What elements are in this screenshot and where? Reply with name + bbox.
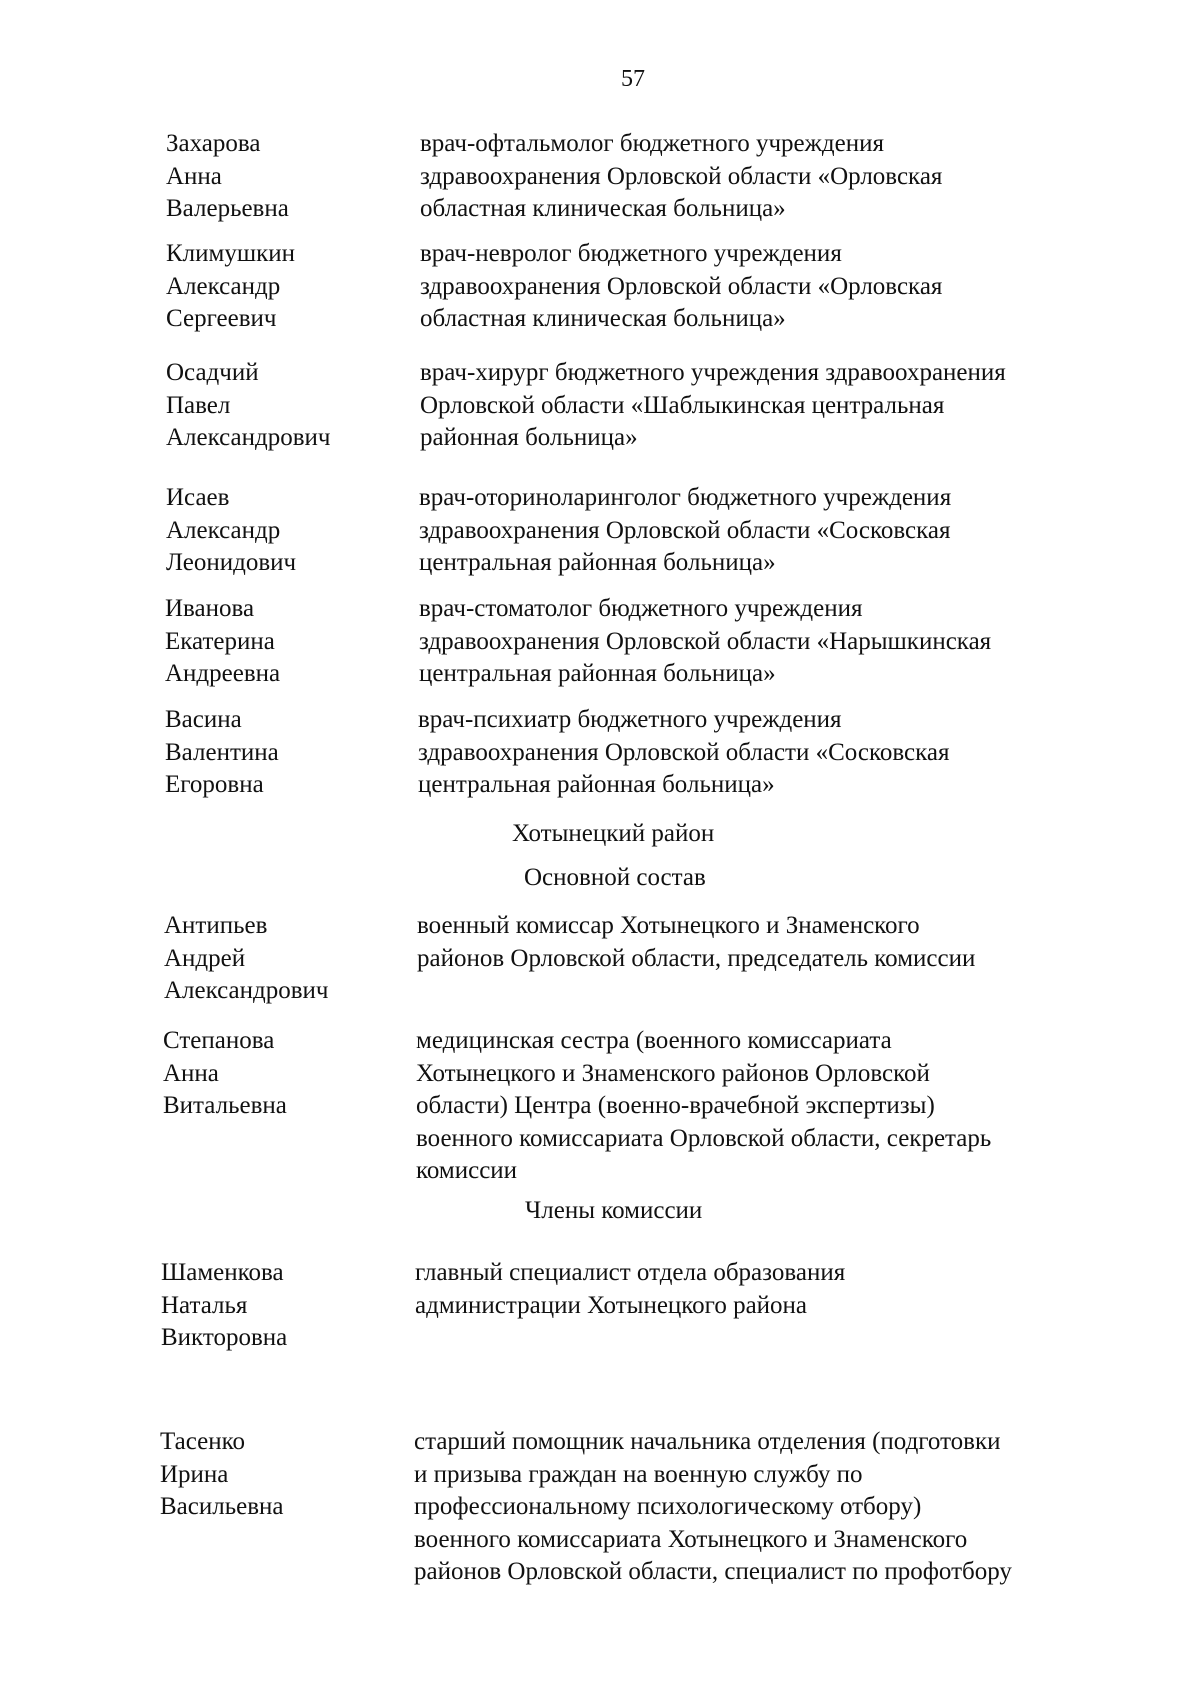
member-name [166, 238, 295, 336]
patronymic: Егоровна [165, 771, 264, 798]
role-line: профессиональному психологическому отбору) [414, 1493, 922, 1520]
role-line: районная больница» [420, 424, 638, 451]
role-line: центральная районная больница» [419, 660, 776, 687]
surname: Климушкин [166, 240, 296, 267]
role-line: здравоохранения Орловской области «Орловская [420, 162, 943, 190]
surname: Антипьев [164, 912, 268, 939]
surname: Исаев [166, 484, 230, 511]
patronymic: Александрович [166, 424, 331, 451]
member-name [163, 1025, 287, 1123]
member-role [414, 1426, 1012, 1589]
role-line: здравоохранения Орловской области «Орловская [420, 272, 943, 300]
role-line: администрации Хотынецкого района [415, 1291, 808, 1319]
first-name: Александр [166, 272, 281, 300]
patronymic: Леонидович [166, 549, 297, 576]
role-line: центральная районная больница» [418, 771, 775, 798]
first-name: Наталья [161, 1291, 248, 1319]
role-line: военный комиссар Хотынецкого и Знаменского [417, 912, 920, 939]
member-role [419, 593, 991, 691]
role-line: старший помощник начальника отделения (подготовки [414, 1428, 1001, 1455]
member-role [419, 482, 951, 580]
surname: Шаменкова [161, 1259, 284, 1286]
role-line: здравоохранения Орловской области «Сосковская [419, 516, 951, 544]
member-role [417, 910, 975, 975]
role-line: области) Центра (военно-врачебной экспертизы) [416, 1092, 935, 1119]
patronymic: Валерьевна [166, 195, 289, 222]
member-role [420, 357, 1006, 455]
first-name: Андрей [164, 944, 246, 972]
member-name [166, 128, 289, 226]
role-line: районов Орловской области, специалист по профотбору [414, 1558, 1012, 1585]
role-line: врач-оториноларинголог бюджетного учреждения [419, 484, 952, 511]
surname: Осадчий [166, 359, 259, 386]
role-line: комиссии [416, 1157, 518, 1184]
member-role [416, 1025, 991, 1188]
patronymic: Александрович [164, 977, 329, 1004]
surname: Захарова [166, 130, 261, 157]
role-line: врач-стоматолог бюджетного учреждения [419, 595, 863, 622]
member-name [160, 1426, 284, 1524]
patronymic: Васильевна [160, 1493, 284, 1520]
first-name: Анна [166, 162, 222, 190]
role-line: врач-невролог бюджетного учреждения [420, 240, 842, 267]
district-heading: Хотынецкий район [512, 820, 715, 847]
patronymic: Викторовна [161, 1324, 288, 1351]
surname: Степанова [163, 1027, 275, 1054]
member-role [420, 238, 942, 336]
first-name: Павел [166, 391, 231, 419]
member-name [166, 482, 296, 580]
first-name: Валентина [165, 738, 279, 766]
role-line: и призыва граждан на военную службу по [414, 1460, 863, 1488]
page-number: 57 [621, 66, 645, 92]
role-line: центральная районная больница» [419, 549, 776, 576]
first-name: Екатерина [165, 627, 275, 655]
surname: Тасенко [160, 1428, 245, 1455]
role-line: медицинская сестра (военного комиссариата [416, 1027, 892, 1054]
role-line: здравоохранения Орловской области «Сосковская [418, 738, 950, 766]
role-line: главный специалист отдела образования [415, 1259, 846, 1286]
surname: Иванова [165, 595, 255, 622]
patronymic: Сергеевич [166, 305, 277, 332]
members-heading: Члены комиссии [525, 1197, 703, 1224]
role-line: здравоохранения Орловской области «Нарышкинская [419, 627, 992, 655]
first-name: Александр [166, 516, 281, 544]
role-line: Орловской области «Шаблыкинская центральная [420, 391, 945, 419]
member-role [420, 128, 942, 226]
role-line: военного комиссариата Орловской области, секретарь [416, 1124, 992, 1152]
member-name [164, 910, 329, 1008]
first-name: Ирина [160, 1460, 229, 1488]
member-name [165, 593, 280, 691]
member-name [161, 1257, 287, 1355]
member-role [418, 704, 950, 802]
first-name: Анна [163, 1059, 219, 1087]
main-composition-heading: Основной состав [524, 864, 706, 891]
role-line: врач-хирург бюджетного учреждения здравоохранения [420, 359, 1006, 386]
patronymic: Витальевна [163, 1092, 287, 1119]
role-line: Хотынецкого и Знаменского районов Орловской [416, 1059, 930, 1087]
role-line: военного комиссариата Хотынецкого и Знаменского [414, 1525, 968, 1553]
role-line: врач-психиатр бюджетного учреждения [418, 706, 842, 733]
role-line: областная клиническая больница» [420, 305, 786, 332]
role-line: районов Орловской области, председатель комиссии [417, 944, 976, 972]
surname: Васина [165, 706, 242, 733]
role-line: врач-офтальмолог бюджетного учреждения [420, 130, 884, 157]
role-line: областная клиническая больница» [420, 195, 786, 222]
member-name [166, 357, 331, 455]
member-role [415, 1257, 845, 1322]
patronymic: Андреевна [165, 660, 281, 687]
member-name [165, 704, 279, 802]
